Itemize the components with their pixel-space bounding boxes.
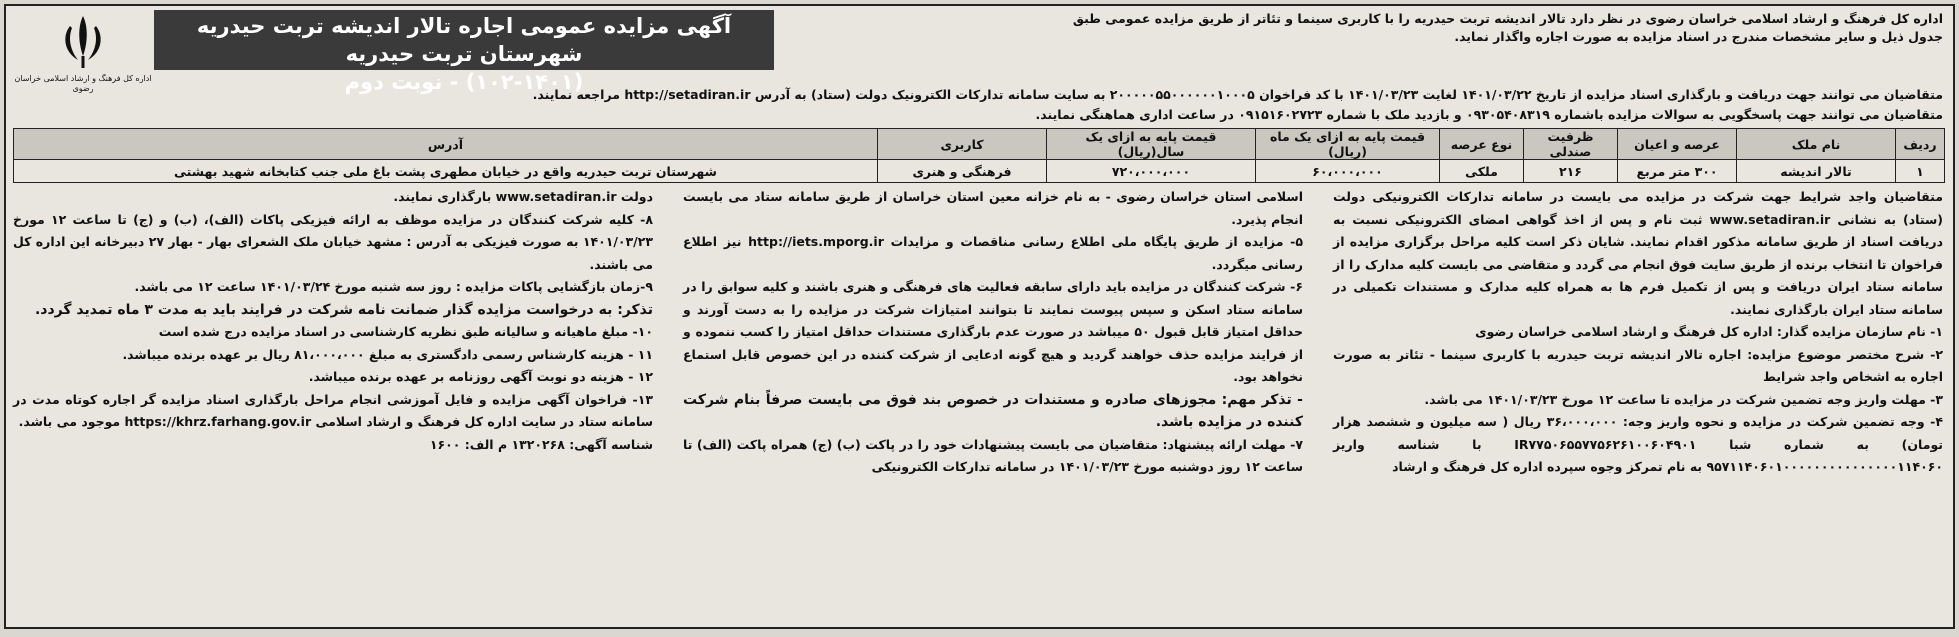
cell-area: ۳۰۰ متر مربع (1618, 160, 1737, 183)
table-row (14, 160, 1945, 183)
paragraph: ۱- نام سازمان مزایده گذار: اداره کل فرهنگ و ارشاد اسلامی خراسان رضوی (1475, 324, 1943, 339)
paragraph: ۸- کلیه شرکت کنندگان در مزایده موظف به ارائه فیزیکی پاکات (الف)، (ب) و (ج) تا ساعت ۱۲ مورخ ۱۴۰۱/۰۳/۲۳ به صورت فیزیکی به آدرس : مشهد خیابان ملک الشعرای بهار - بهار ۲۷ دبیرخانه این اداره کل می باشند. (13, 211, 653, 272)
ad-title-line1: آگهی مزایده عمومی اجاره تالار اندیشه تربت حیدریه شهرستان تربت حیدریه (196, 14, 732, 66)
intro-line: جدول ذیل و سایر مشخصات مندرج در اسناد مزایده به صورت اجاره واگذار نماید. (1454, 29, 1943, 44)
paragraph: ۹-زمان بازگشایی پاکات مزایده : روز سه شنبه مورخ ۱۴۰۱/۰۳/۲۴ ساعت ۱۲ می باشد. (134, 279, 653, 294)
ad-id-footer: شناسه آگهی: ۱۳۲۰۲۶۸ م الف: ۱۶۰۰ (429, 436, 653, 452)
text-column-left (13, 186, 653, 626)
paragraph: اسلامی استان خراسان رضوی - به نام خزانه معین استان خراسان از طریق سامانه ستاد می بایست انجام پذیرد. (683, 189, 1303, 227)
col-header-property-name: نام ملک (1737, 129, 1896, 160)
col-header-area: عرصه و اعیان (1618, 129, 1737, 160)
paragraph: ۱۱ - هزینه کارشناس رسمی دادگستری به مبلغ ۸۱،۰۰۰،۰۰۰ ریال بر عهده برنده میباشد. (122, 346, 653, 362)
col-header-land-type: نوع عرصه (1440, 129, 1524, 160)
contact-line-phone: متقاضیان می توانند جهت پاسخگویی به سوالات مزایده باشماره ۰۹۳۰۵۴۰۸۳۱۹ و بازدید ملک با شماره ۰۹۱۵۱۶۰۲۷۲۳ در ساعت اداری هماهنگی نمایند. (1035, 107, 1943, 122)
paragraph: ۶- شرکت کنندگان در مزایده باید دارای سابقه فعالیت های فرهنگی و هنری باشند و کلیه سوابق را در سامانه ستاد اسکن و سپس پیوست نمایند تا بتوانند امتیازات شرکت در مزایده را به دست آورند و حداقل امتیاز قابل قبول ۵۰ میباشد در صورت عدم بارگذاری مستندات حداقل امتیاز را کسب ننموده و از فرایند مزایده حذف خواهند گردید و هیچ گونه ادعایی از شرکت کننده در این خصوص قابل استماع نخواهد بود. (683, 279, 1303, 384)
col-header-usage: کاربری (878, 129, 1047, 160)
paragraph: ۵- مزایده از طریق پایگاه ملی اطلاع رسانی مناقصات و مزایدات http://iets.mporg.ir نیز اطلاع رسانی میگردد. (683, 234, 1303, 272)
iran-emblem-icon (56, 12, 110, 72)
contact-line-download: متقاضیان می توانند جهت دریافت و بارگذاری اسناد مزایده از تاریخ ۱۴۰۱/۰۳/۲۲ لغایت ۱۴۰۱/۰۳/۲۳ با کد فراخوان ۲۰۰۰۰۰۵۵۰۰۰۰۰۰۱۰۰۰۵ به سایت سامانه تدارکات الکترونیک دولت (ستاد) به آدرس http://setadiran.ir مراجعه نمایند. (532, 87, 1943, 102)
emblem-caption: اداره کل فرهنگ و ارشاد اسلامی خراسان رضوی (14, 74, 152, 93)
paragraph: ۱۰- مبلغ ماهیانه و سالیانه طبق نظریه کارشناسی در اسناد مزایده درج شده است (158, 324, 653, 339)
paragraph: ۱۲ - هزینه دو نوبت آگهی روزنامه بر عهده برنده میباشد. (308, 369, 653, 384)
cell-row-no: ۱ (1896, 160, 1945, 183)
paragraph: دولت www.setadiran.ir بارگذاری نمایند. (393, 189, 653, 204)
col-header-row-no: ردیف (1896, 129, 1945, 160)
property-table (13, 128, 1945, 183)
paragraph: ۴- وجه تضمین شرکت در مزایده و نحوه واریز وجه: ۳۶،۰۰۰،۰۰۰ ریال ( سه میلیون و ششصد هزار تومان) به شماره شبا IR۷۷۵۰۶۵۵۷۷۵۶۲۶۱۰۰۶۰۴۹۰۱ با شناسه واریز ۹۵۷۱۱۴۰۶۰۱۰۰۰۰۰۰۰۰۰۰۰۰۰۰۰۱۱۴۰۶۰ به نام تمرکز وجوه سپرده اداره کل فرهنگ و ارشاد (1333, 414, 1943, 474)
paragraph: ۳- مهلت واریز وجه تضمین شرکت در مزایده تا ساعت ۱۲ مورخ ۱۴۰۱/۰۳/۲۳ می باشد. (1424, 391, 1943, 407)
newspaper-ad (4, 4, 1955, 629)
cell-yearly-price: ۷۲۰،۰۰۰،۰۰۰ (1047, 160, 1256, 183)
text-column-right (1333, 186, 1943, 626)
intro-line: اداره کل فرهنگ و ارشاد اسلامی خراسان رضوی در نظر دارد تالار اندیشه تربت حیدریه را با کاربری سینما و تئاتر از طریق مزایده عمومی طبق (1072, 11, 1943, 26)
paragraph: ۷- مهلت ارائه پیشنهاد: متقاضیان می بایست پیشنهادات خود را در پاکت (ب) (ج) همراه پاکت (الف) تا ساعت ۱۲ روز دوشنبه مورخ ۱۴۰۱/۰۳/۲۳ در سامانه تدارکات الکترونیکی (683, 436, 1303, 474)
paragraph: متقاضیان واجد شرایط جهت شرکت در مزایده می بایست در سامانه تدارکات الکترونیکی دولت (ستاد) به نشانی www.setadiran.ir ثبت نام و پس از اخذ گواهی امضای الکترونیکی نسبت به دریافت اسناد از طریق سامانه مذکور اقدام نمایند. شایان ذکر است کلیه مراحل برگزاری مزایده از فراخوان تا انتخاب برنده از طریق سایت فوق انجام می گردد و متقاضی می بایست کلیه مدارک را از سامانه ستاد ایران دریافت و پس از تکمیل فرم ها به همراه کلیه مدارک و مستندات تکمیلی در سامانه ستاد ایران بارگذاری نمایند. (1333, 189, 1943, 317)
col-header-address: آدرس (14, 129, 878, 160)
text-column-middle (683, 186, 1303, 626)
intro-text (783, 10, 1943, 46)
body-columns (11, 186, 1943, 626)
cell-property-name: تالار اندیشه (1737, 160, 1896, 183)
cell-monthly-price: ۶۰،۰۰۰،۰۰۰ (1256, 160, 1440, 183)
table-header-row (14, 129, 1945, 160)
ad-title (154, 10, 774, 94)
extension-note: تذکر: به درخواست مزایده گذار ضمانت نامه شرکت در فرایند باید به مدت ۳ ماه تمدید گردد. (34, 301, 653, 318)
col-header-yearly-price: قیمت پایه به ازای یک سال(ریال) (1047, 129, 1256, 160)
paragraph: ۲- شرح مختصر موضوع مزایده: اجاره تالار اندیشه تربت حیدریه با کاربری سینما - تئاتر به صورت اجاره به اشخاص واجد شرایط (1333, 346, 1943, 384)
paragraph: ۱۳- فراخوان آگهی مزایده و فایل آموزشی انجام مراحل بارگذاری اسناد مزایده گر اجاره کوتاه مدت در سامانه ستاد در سایت اداره کل فرهنگ و ارشاد اسلامی https://khrz.farhang.gov.ir موجود می باشد. (13, 391, 653, 429)
ad-title-line2: (۱۰۲-۱۴۰۱) - نوبت دوم (344, 70, 584, 94)
col-header-seats: ظرفیت صندلی (1524, 129, 1618, 160)
cell-usage: فرهنگی و هنری (878, 160, 1047, 183)
important-note: - تذکر مهم: مجوزهای صادره و مستندات در خصوص بند فوق می بایست صرفاً بنام شرکت کننده در مزایده باشد. (683, 391, 1303, 430)
cell-address: شهرستان تربت حیدریه واقع در خیابان مطهری پشت باغ ملی جنب کتابخانه شهید بهشتی (14, 160, 878, 183)
cell-seats: ۲۱۶ (1524, 160, 1618, 183)
col-header-monthly-price: قیمت پایه به ازای یک ماه (ریال) (1256, 129, 1440, 160)
cell-land-type: ملکی (1440, 160, 1524, 183)
